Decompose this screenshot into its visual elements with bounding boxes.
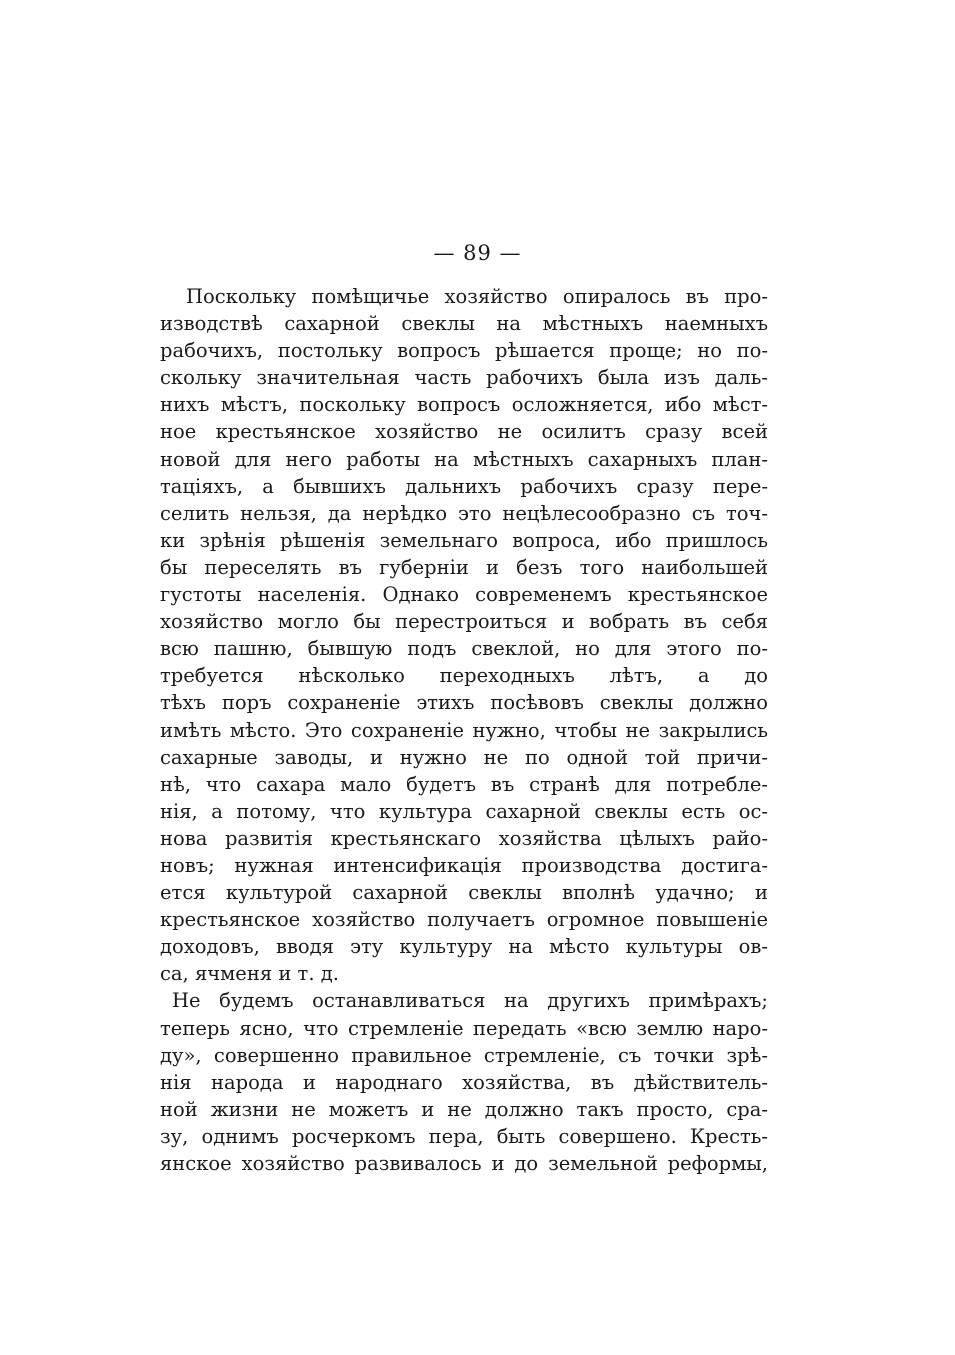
text-line: нова развитія крестьянскаго хозяйства цѣлыхъ райо- bbox=[160, 826, 768, 850]
text-line: нія народа и народнаго хозяйства, въ дѣйствитель- bbox=[160, 1070, 768, 1094]
text-line: нія, а потому, что культура сахарной свеклы есть ос- bbox=[160, 799, 768, 823]
text-line: тѣхъ поръ сохраненіе этихъ посѣвовъ свеклы должно bbox=[160, 691, 768, 715]
text-line: нихъ мѣстъ, поскольку вопросъ осложняется, ибо мѣст- bbox=[160, 393, 768, 417]
text-line: ное крестьянское хозяйство не осилитъ сразу всей bbox=[160, 420, 768, 444]
text-line: са, ячменя и т. д. bbox=[160, 962, 339, 986]
text-line: нѣ, что сахара мало будетъ въ странѣ для потребле- bbox=[160, 772, 768, 796]
text-line: ется культурой сахарной свеклы вполнѣ удачно; и bbox=[160, 881, 768, 905]
text-line: доходовъ, вводя эту культуру на мѣсто культуры ов- bbox=[160, 935, 768, 959]
text-line: новъ; нужная интенсификація производства достига- bbox=[160, 853, 768, 877]
text-line: бы переселять въ губерніи и безъ того наибольшей bbox=[160, 555, 768, 579]
text-line: хозяйство могло бы перестроиться и вобрать въ себя bbox=[160, 610, 768, 634]
text-line: селить нельзя, да нерѣдко это нецѣлесообразно съ точ- bbox=[160, 501, 768, 525]
text-line: скольку значительная часть рабочихъ была изъ даль- bbox=[160, 366, 768, 390]
text-line: таціяхъ, а бывшихъ дальнихъ рабочихъ сразу пере- bbox=[160, 474, 768, 498]
text-line: зу, однимъ росчеркомъ пера, быть совершено. Кресть- bbox=[160, 1124, 768, 1148]
text-line: ки зрѣнія рѣшенія земельнаго вопроса, ибо пришлось bbox=[160, 528, 768, 552]
text-line: густоты населенія. Однако современемъ крестьянское bbox=[160, 583, 768, 607]
text-line: имѣть мѣсто. Это сохраненіе нужно, чтобы не закрылись bbox=[160, 718, 768, 742]
text-line: Поскольку помѣщичье хозяйство опиралось въ про- bbox=[186, 285, 768, 308]
text-line: сахарные заводы, и нужно не по одной той причи- bbox=[160, 745, 768, 769]
body-text bbox=[160, 283, 768, 1177]
text-line: Не будемъ останавливаться на другихъ примѣрахъ; bbox=[172, 989, 768, 1013]
text-line: изводствѣ сахарной свеклы на мѣстныхъ наемныхъ bbox=[160, 312, 768, 336]
text-line: ной жизни не можетъ и не должно такъ просто, сра- bbox=[160, 1097, 768, 1121]
text-line: новой для него работы на мѣстныхъ сахарныхъ план- bbox=[160, 447, 768, 471]
text-line: рабочихъ, постольку вопросъ рѣшается проще; но по- bbox=[160, 339, 768, 363]
text-line: ду», совершенно правильное стремленіе, съ точки зрѣ- bbox=[160, 1043, 768, 1067]
text-line: теперь ясно, что стремленіе передать «всю землю наро- bbox=[160, 1016, 768, 1040]
text-line: янское хозяйство развивалось и до земельной реформы, bbox=[160, 1152, 768, 1175]
text-line: требуется нѣсколько переходныхъ лѣтъ, а до bbox=[160, 664, 768, 688]
page-number: — 89 — bbox=[433, 241, 522, 265]
text-line: крестьянское хозяйство получаетъ огромное повышеніе bbox=[160, 908, 768, 932]
text-line: всю пашню, бывшую подъ свеклой, но для этого по- bbox=[160, 637, 768, 661]
